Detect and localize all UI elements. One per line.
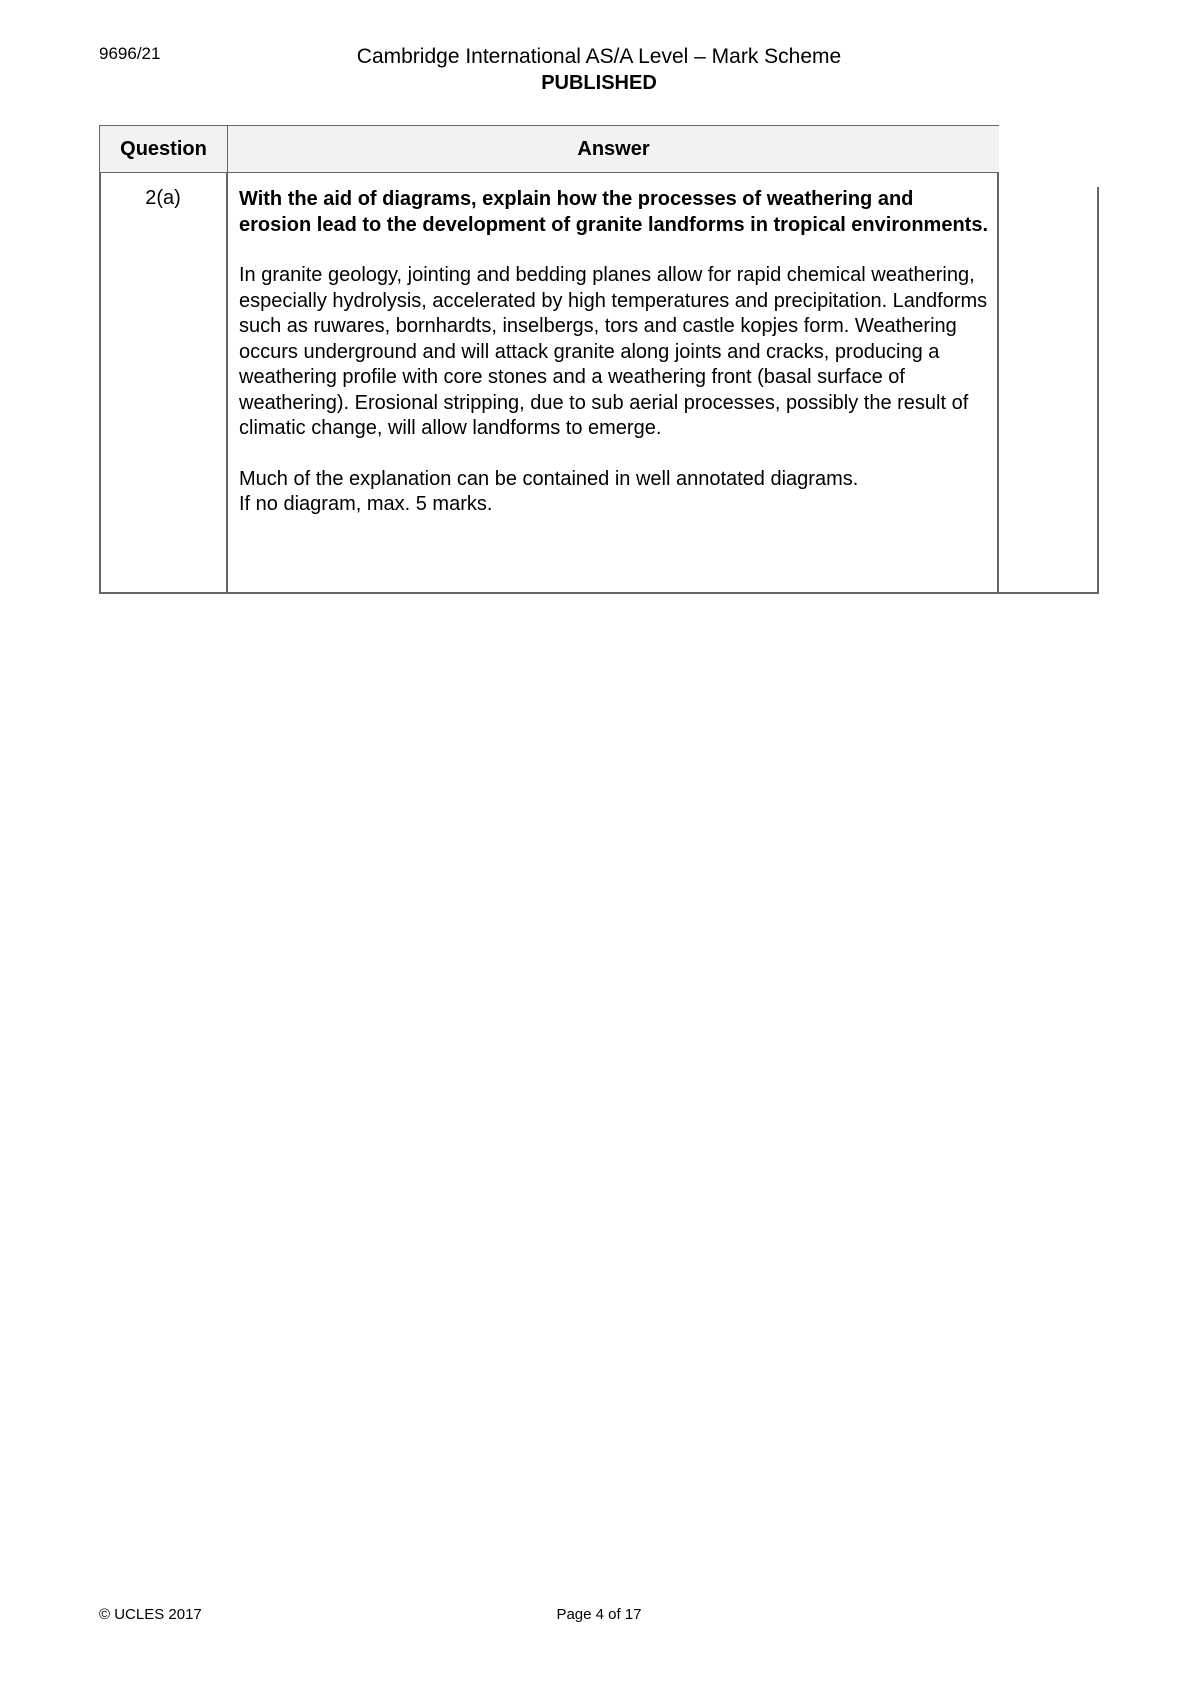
row-border-answer-marks — [997, 173, 999, 593]
question-prompt: With the aid of diagrams, explain how the processes of weathering and erosion lead to the development of granite landforms in tropical environments. — [239, 188, 989, 236]
table-row — [99, 173, 1099, 593]
paper-code: 9696/21 — [99, 44, 161, 63]
marking-note-1: Much of the explanation can be contained in well annotated diagrams. — [239, 467, 859, 490]
header-title: Cambridge International AS/A Level – Mark Scheme — [356, 45, 842, 68]
footer-copyright: © UCLES 2017 — [99, 1606, 202, 1623]
row-border-right — [1097, 187, 1099, 593]
table-header-row — [99, 125, 999, 173]
question-number: 2(a) — [145, 187, 181, 209]
column-header-question: Question — [100, 126, 228, 172]
marking-note-2: If no diagram, max. 5 marks. — [239, 493, 493, 515]
column-header-answer: Answer — [577, 137, 650, 160]
page-header — [0, 44, 1190, 96]
answer-cell — [239, 187, 991, 518]
row-border-question-answer — [226, 173, 228, 593]
answer-paragraph: In granite geology, jointing and bedding planes allow for rapid chemical weathering, especially hydrolysis, accelerated by high temperatures and precipitation. Landforms such as ruwares, bornhardts, inselbergs, tors and castle kopjes form. Weathering occurs underground and will attack granite along joints and cracks, producing a weathering profile with core stones and a weathering front (basal surface of weathering). Erosional stripping, due to sub aerial processes, possibly the result of climatic change, will allow landforms to emerge. — [239, 264, 988, 439]
header-status: PUBLISHED — [541, 72, 657, 94]
footer-page-number: Page 4 of 17 — [556, 1606, 642, 1623]
row-border-left — [99, 173, 101, 593]
row-border-bottom — [99, 592, 1099, 594]
